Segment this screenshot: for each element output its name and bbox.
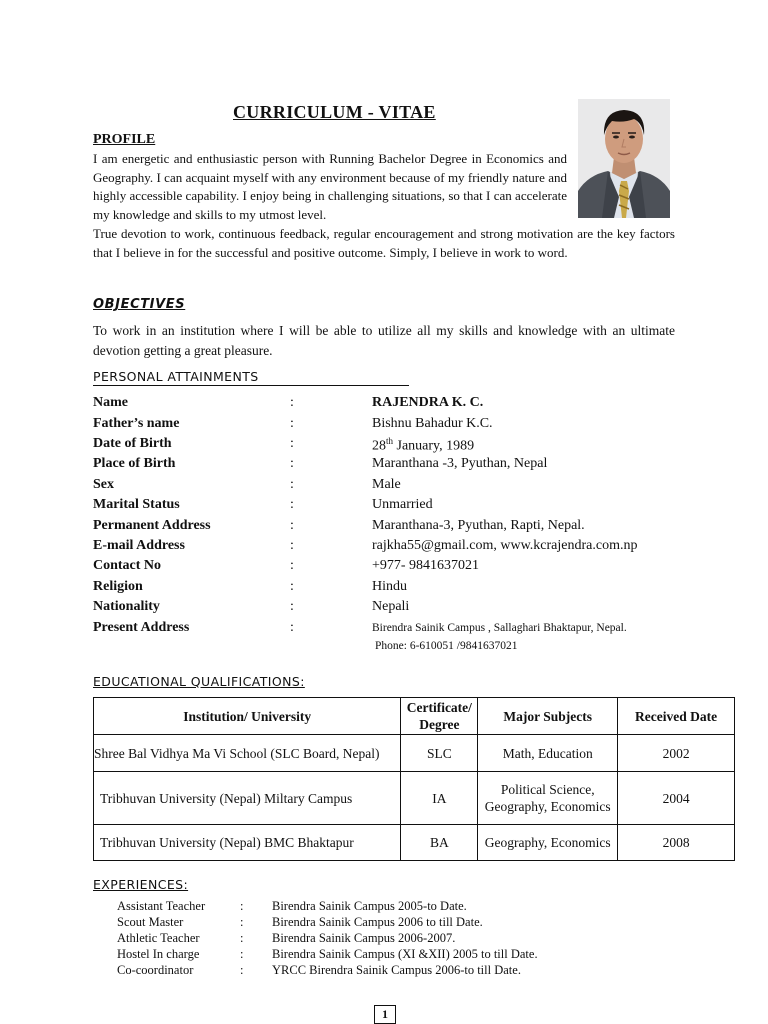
field-value: Hindu — [372, 579, 407, 594]
field-colon: : — [290, 497, 294, 512]
degree-cell: BA — [401, 825, 478, 861]
column-header: Major Subjects — [478, 698, 618, 735]
field-value: rajkha55@gmail.com, www.kcrajendra.com.np — [372, 538, 638, 553]
field-label: Name — [93, 395, 128, 410]
field-label: Nationality — [93, 599, 160, 614]
subjects-cell: Math, Education — [478, 735, 618, 772]
dob-ordinal: th — [386, 436, 394, 446]
experience-colon: : — [240, 963, 244, 977]
field-label: Permanent Address — [93, 518, 211, 533]
field-colon: : — [290, 416, 294, 431]
heading-underline — [93, 385, 409, 386]
field-label: Sex — [93, 477, 114, 492]
field-colon: : — [290, 579, 294, 594]
field-colon: : — [290, 538, 294, 553]
date-cell: 2002 — [618, 735, 735, 772]
experience-role: Athletic Teacher — [117, 931, 200, 945]
institution-cell: Tribhuvan University (Nepal) Miltary Campus — [94, 772, 401, 825]
field-value: Nepali — [372, 599, 410, 614]
objectives-text: To work in an institution where I will be able to utilize all my skills and knowledge with an ultimate devotion getting a great pleasure. — [93, 323, 675, 358]
dob-day: 28 — [372, 438, 386, 454]
table-row — [94, 825, 735, 861]
document-title: CURRICULUM - VITAE — [233, 102, 436, 122]
field-label: Date of Birth — [93, 436, 172, 451]
profile-paragraph-2: True devotion to work, continuous feedback, regular encouragement and strong motivation are the key factors that I believe in for the successful and positive outcome. Simply, I believe in work to word. — [93, 226, 675, 260]
present-address-phone: Phone: 6-610051 /9841637021 — [375, 640, 518, 652]
field-label: Religion — [93, 579, 143, 594]
education-heading — [93, 674, 305, 689]
field-label: E-mail Address — [93, 538, 185, 553]
experience-place: Birendra Sainik Campus (XI &XII) 2005 to till Date. — [272, 947, 538, 961]
page-number: 1 — [374, 1005, 396, 1024]
field-value: Bishnu Bahadur K.C. — [372, 416, 493, 431]
date-cell: 2004 — [618, 772, 735, 825]
experience-role: Scout Master — [117, 915, 184, 929]
profile-paragraph-1: I am energetic and enthusiastic person with Running Bachelor Degree in Economics and Geography. I can acquaint myself with any environment because of my friendly nature and highly accessible capability. I enjoy being in challenging situations, so that I can accelerate my knowledge and skills to my utmost level. — [93, 151, 567, 222]
field-colon: : — [290, 620, 294, 635]
field-label: Marital Status — [93, 497, 180, 512]
dob-rest: January, 1989 — [393, 438, 475, 454]
field-value: Maranthana -3, Pyuthan, Nepal — [372, 456, 548, 471]
experience-colon: : — [240, 899, 244, 913]
experiences-heading-text: EXPERIENCES: — [93, 877, 189, 892]
objectives-heading: OBJECTIVES — [93, 297, 186, 312]
profile-heading: PROFILE — [93, 132, 156, 147]
field-colon: : — [290, 395, 294, 410]
profile-photo — [578, 99, 670, 218]
date-cell: 2008 — [618, 825, 735, 861]
field-value: Male — [372, 477, 401, 492]
field-value: Maranthana-3, Pyuthan, Rapti, Nepal. — [372, 518, 585, 533]
institution-cell: Shree Bal Vidhya Ma Vi School (SLC Board, Nepal) — [94, 735, 401, 772]
portrait-image — [578, 99, 670, 218]
experience-role: Co-coordinator — [117, 963, 194, 977]
field-value: RAJENDRA K. C. — [372, 395, 484, 410]
education-table — [93, 697, 735, 861]
experience-role: Assistant Teacher — [117, 899, 206, 913]
field-value — [372, 436, 474, 455]
field-colon: : — [290, 558, 294, 573]
education-heading-text: EDUCATIONAL QUALIFICATIONS: — [93, 674, 305, 689]
subjects-cell: Geography, Economics — [478, 825, 618, 861]
experience-colon: : — [240, 947, 244, 961]
experience-place: Birendra Sainik Campus 2006 to till Date. — [272, 915, 483, 929]
table-row — [94, 735, 735, 772]
institution-cell: Tribhuvan University (Nepal) BMC Bhaktapur — [94, 825, 401, 861]
experience-colon: : — [240, 931, 244, 945]
experience-colon: : — [240, 915, 244, 929]
field-label: Contact No — [93, 558, 162, 573]
degree-cell: IA — [401, 772, 478, 825]
field-value: +977- 9841637021 — [372, 558, 480, 573]
field-colon: : — [290, 436, 294, 451]
table-header-row — [94, 698, 735, 735]
field-colon: : — [290, 518, 294, 533]
field-value: Birendra Sainik Campus , Sallaghari Bhaktapur, Nepal. — [372, 622, 627, 634]
experience-place: YRCC Birendra Sainik Campus 2006-to till Date. — [272, 963, 521, 977]
field-label: Present Address — [93, 620, 190, 635]
field-colon: : — [290, 456, 294, 471]
field-value: Unmarried — [372, 497, 433, 512]
column-header: Certificate/ Degree — [401, 698, 478, 735]
field-label: Father’s name — [93, 416, 180, 431]
experience-place: Birendra Sainik Campus 2006-2007. — [272, 931, 456, 945]
field-colon: : — [290, 477, 294, 492]
column-header: Institution/ University — [94, 698, 401, 735]
personal-attainments-heading — [93, 369, 409, 384]
field-label: Place of Birth — [93, 456, 176, 471]
subjects-cell: Political Science, Geography, Economics — [478, 772, 618, 825]
table-row — [94, 772, 735, 825]
personal-heading-text: PERSONAL ATTAINMENTS — [93, 369, 259, 384]
degree-cell: SLC — [401, 735, 478, 772]
field-colon: : — [290, 599, 294, 614]
experiences-heading — [93, 877, 188, 892]
experience-place: Birendra Sainik Campus 2005-to Date. — [272, 899, 467, 913]
column-header: Received Date — [618, 698, 735, 735]
experience-role: Hostel In charge — [117, 947, 200, 961]
